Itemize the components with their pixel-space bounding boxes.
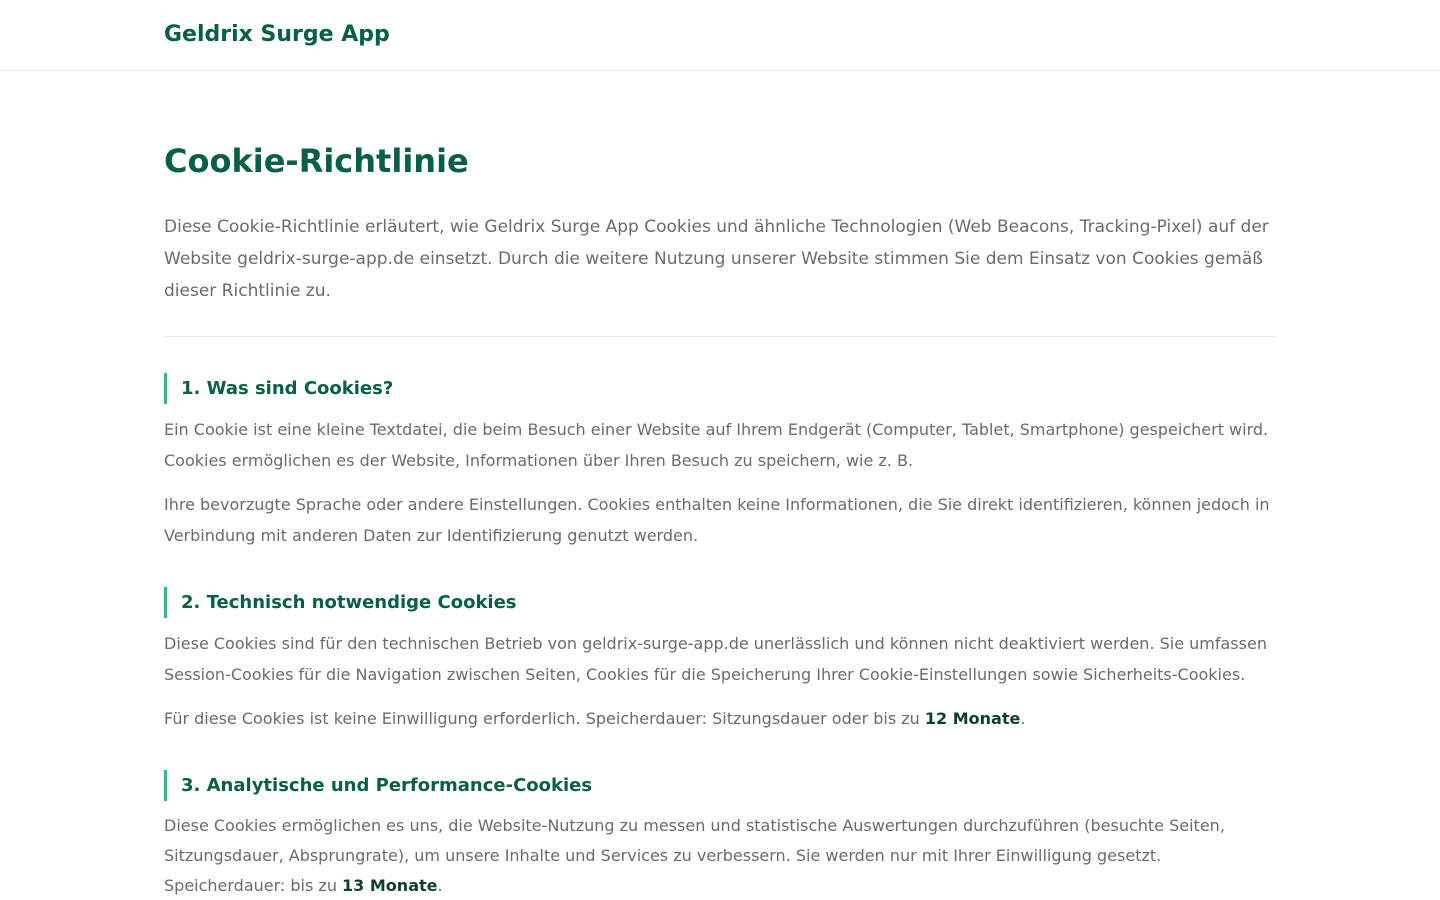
section-paragraph bbox=[164, 811, 1276, 900]
retention-period: 13 Monate bbox=[342, 876, 438, 895]
retention-period: 12 Monate bbox=[924, 709, 1021, 728]
section-paragraph: Ein Cookie ist eine kleine Textdatei, die beim Besuch einer Website auf Ihrem Endgerät (Computer, Tablet, Smartphone) gespeichert wird. Cookies ermöglichen es der Website, Informationen über Ihren Besuch zu speichern, wie z. B. bbox=[164, 420, 1269, 470]
section-heading: 3. Analytische und Performance-Cookies bbox=[164, 770, 1276, 801]
paragraph-text: Für diese Cookies ist keine Einwilligung erforderlich. Speicherdauer: Sitzungsdauer oder bis zu bbox=[164, 709, 925, 728]
brand-logo-link[interactable]: Geldrix Surge App bbox=[164, 22, 390, 47]
section-paragraph: Ihre bevorzugte Sprache oder andere Einstellungen. Cookies enthalten keine Informationen, die Sie direkt identifizieren, können jedoch in Verbindung mit anderen Daten zur Identifizierung genutzt werden. bbox=[164, 495, 1270, 545]
section-paragraph bbox=[164, 703, 1276, 734]
header-inner bbox=[164, 0, 1276, 49]
page-title: Cookie-Richtlinie bbox=[164, 142, 469, 180]
paragraph-text: Diese Cookies ermöglichen es uns, die Website-Nutzung zu messen und statistische Auswertungen durchzuführen (besuchte Seiten, Sitzungsdauer, Absprungrate), um unsere Inhalte und Services zu verbessern. Sie werden nur mit Ihrer Einwilligung gesetzt. Speicherdauer: bis zu bbox=[164, 816, 1225, 895]
section-analytics-cookies bbox=[164, 770, 1276, 900]
section-heading: 1. Was sind Cookies? bbox=[164, 373, 1276, 404]
section-necessary-cookies bbox=[164, 587, 1276, 734]
paragraph-end: . bbox=[1020, 709, 1026, 728]
section-heading: 2. Technisch notwendige Cookies bbox=[164, 587, 1276, 618]
intro-paragraph: Diese Cookie-Richtlinie erläutert, wie Geldrix Surge App Cookies und ähnliche Technologien (Web Beacons, Tracking-Pixel) auf der Website geldrix-surge-app.de einsetzt. Durch die weitere Nutzung unserer Website stimmen Sie dem Einsatz von Cookies gemäß dieser Richtlinie zu. bbox=[164, 211, 1276, 337]
section-what-are-cookies bbox=[164, 373, 1276, 551]
site-header bbox=[0, 0, 1440, 71]
main-content bbox=[164, 71, 1276, 900]
section-paragraph: Diese Cookies sind für den technischen Betrieb von geldrix-surge-app.de unerlässlich und können nicht deaktiviert werden. Sie umfassen Session-Cookies für die Navigation zwischen Seiten, Cookies für die Speicherung Ihrer Cookie-Einstellungen sowie Sicherheits-Cookies. bbox=[164, 634, 1267, 684]
paragraph-end: . bbox=[437, 876, 443, 895]
